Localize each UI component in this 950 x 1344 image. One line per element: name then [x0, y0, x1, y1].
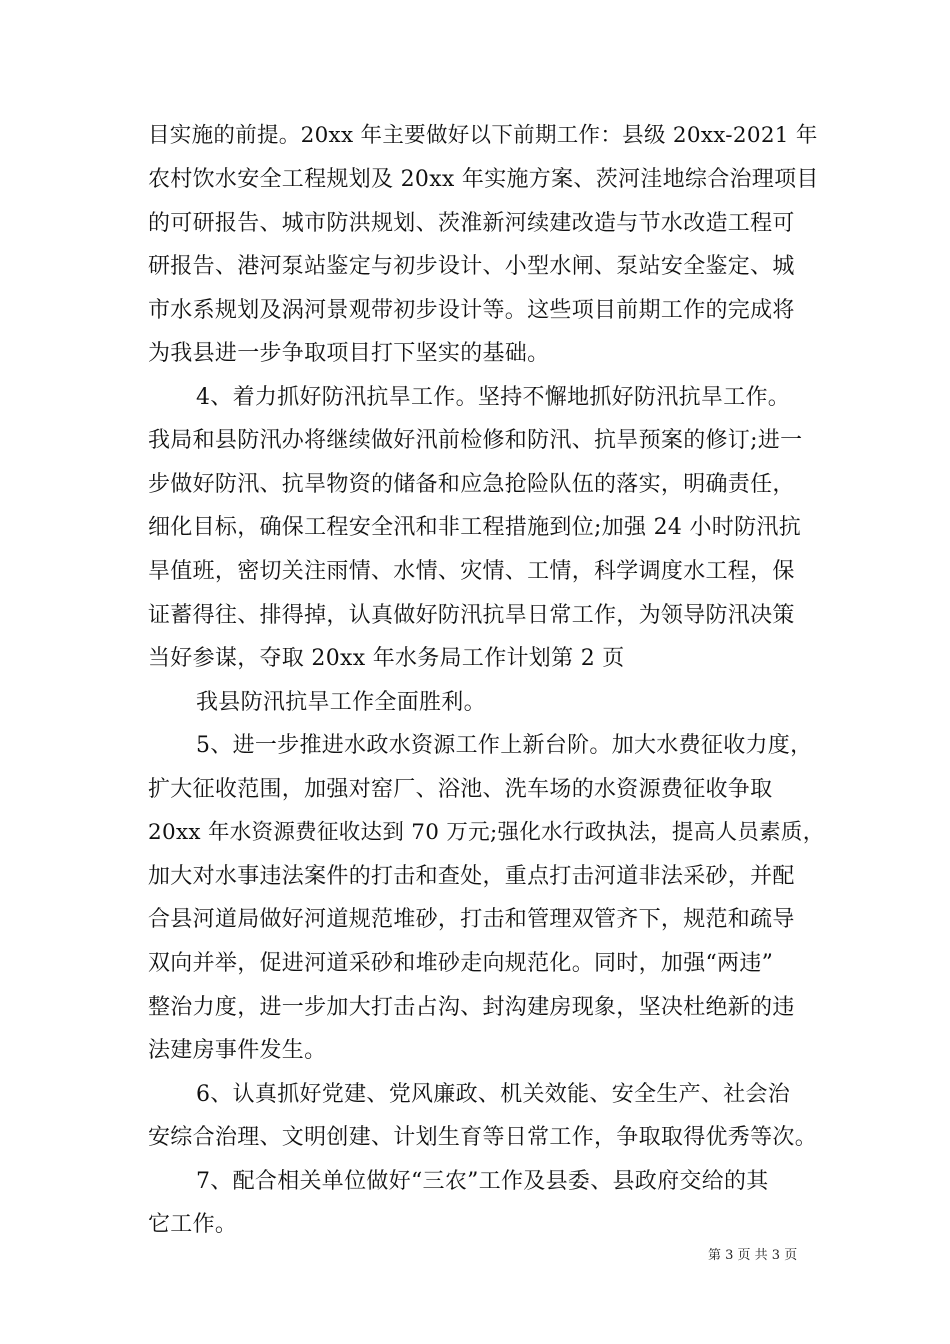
paragraph-5-heading: 5、进一步推进水政水资源工作上新台阶。加大水费征收力度，: [196, 733, 813, 758]
text-line: 的可研报告、城市防洪规划、茨淮新河续建改造与节水改造工程可: [148, 211, 795, 236]
paragraph-4-heading: 4、着力抓好防汛抗旱工作。坚持不懈地抓好防汛抗旱工作。: [196, 385, 791, 410]
text-line: 它工作。: [148, 1212, 238, 1237]
text-line: 旱值班，密切关注雨情、水情、灾情、工情，科学调度水工程，保: [148, 559, 795, 584]
text-line: 法建房事件发生。: [148, 1038, 327, 1063]
text-line: 双向并举，促进河道采砂和堆砂走向规范化。同时，加强“两违”: [148, 951, 774, 976]
paragraph-6-heading: 6、认真抓好党建、党风廉政、机关效能、安全生产、社会治: [196, 1082, 791, 1107]
text-line: 安综合治理、文明创建、计划生育等日常工作，争取取得优秀等次。: [148, 1125, 818, 1150]
text-line: 步做好防汛、抗旱物资的储备和应急抢险队伍的落实，明确责任，: [148, 472, 795, 497]
text-line: 市水系规划及涡河景观带初步设计等。这些项目前期工作的完成将: [148, 298, 795, 323]
text-line: 整治力度，进一步加大打击占沟、封沟建房现象，坚决杜绝新的违: [148, 995, 795, 1020]
page-number-footer: 第 3 页 共 3 页: [708, 1248, 798, 1263]
text-line: 扩大征收范围，加强对窑厂、浴池、洗车场的水资源费征收争取: [148, 777, 773, 802]
text-line: 我县防汛抗旱工作全面胜利。: [196, 690, 486, 715]
text-line: 合县河道局做好河道规范堆砂，打击和管理双管齐下，规范和疏导: [148, 907, 795, 932]
text-line: 研报告、港河泵站鉴定与初步设计、小型水闸、泵站安全鉴定、城: [148, 254, 795, 279]
text-line: 当好参谋，夺取 20xx 年水务局工作计划第 2 页: [148, 646, 625, 671]
text-line: 目实施的前提。20xx 年主要做好以下前期工作：县级 20xx-2021 年: [148, 123, 818, 148]
text-line: 证蓄得往、排得掉，认真做好防汛抗旱日常工作，为领导防汛决策: [148, 603, 795, 628]
text-line: 为我县进一步争取项目打下坚实的基础。: [148, 341, 550, 366]
text-line: 20xx 年水资源费征收达到 70 万元;强化水行政执法，提高人员素质，: [148, 820, 825, 845]
text-line: 细化目标，确保工程安全汛和非工程措施到位;加强 24 小时防汛抗: [148, 515, 801, 540]
text-line: 加大对水事违法案件的打击和查处，重点打击河道非法采砂，并配: [148, 864, 795, 889]
paragraph-7-heading: 7、配合相关单位做好“三农”工作及县委、县政府交给的其: [196, 1169, 769, 1194]
text-line: 农村饮水安全工程规划及 20xx 年实施方案、茨河洼地综合治理项目: [148, 167, 819, 192]
text-line: 我局和县防汛办将继续做好汛前检修和防汛、抗旱预案的修订;进一: [148, 428, 803, 453]
